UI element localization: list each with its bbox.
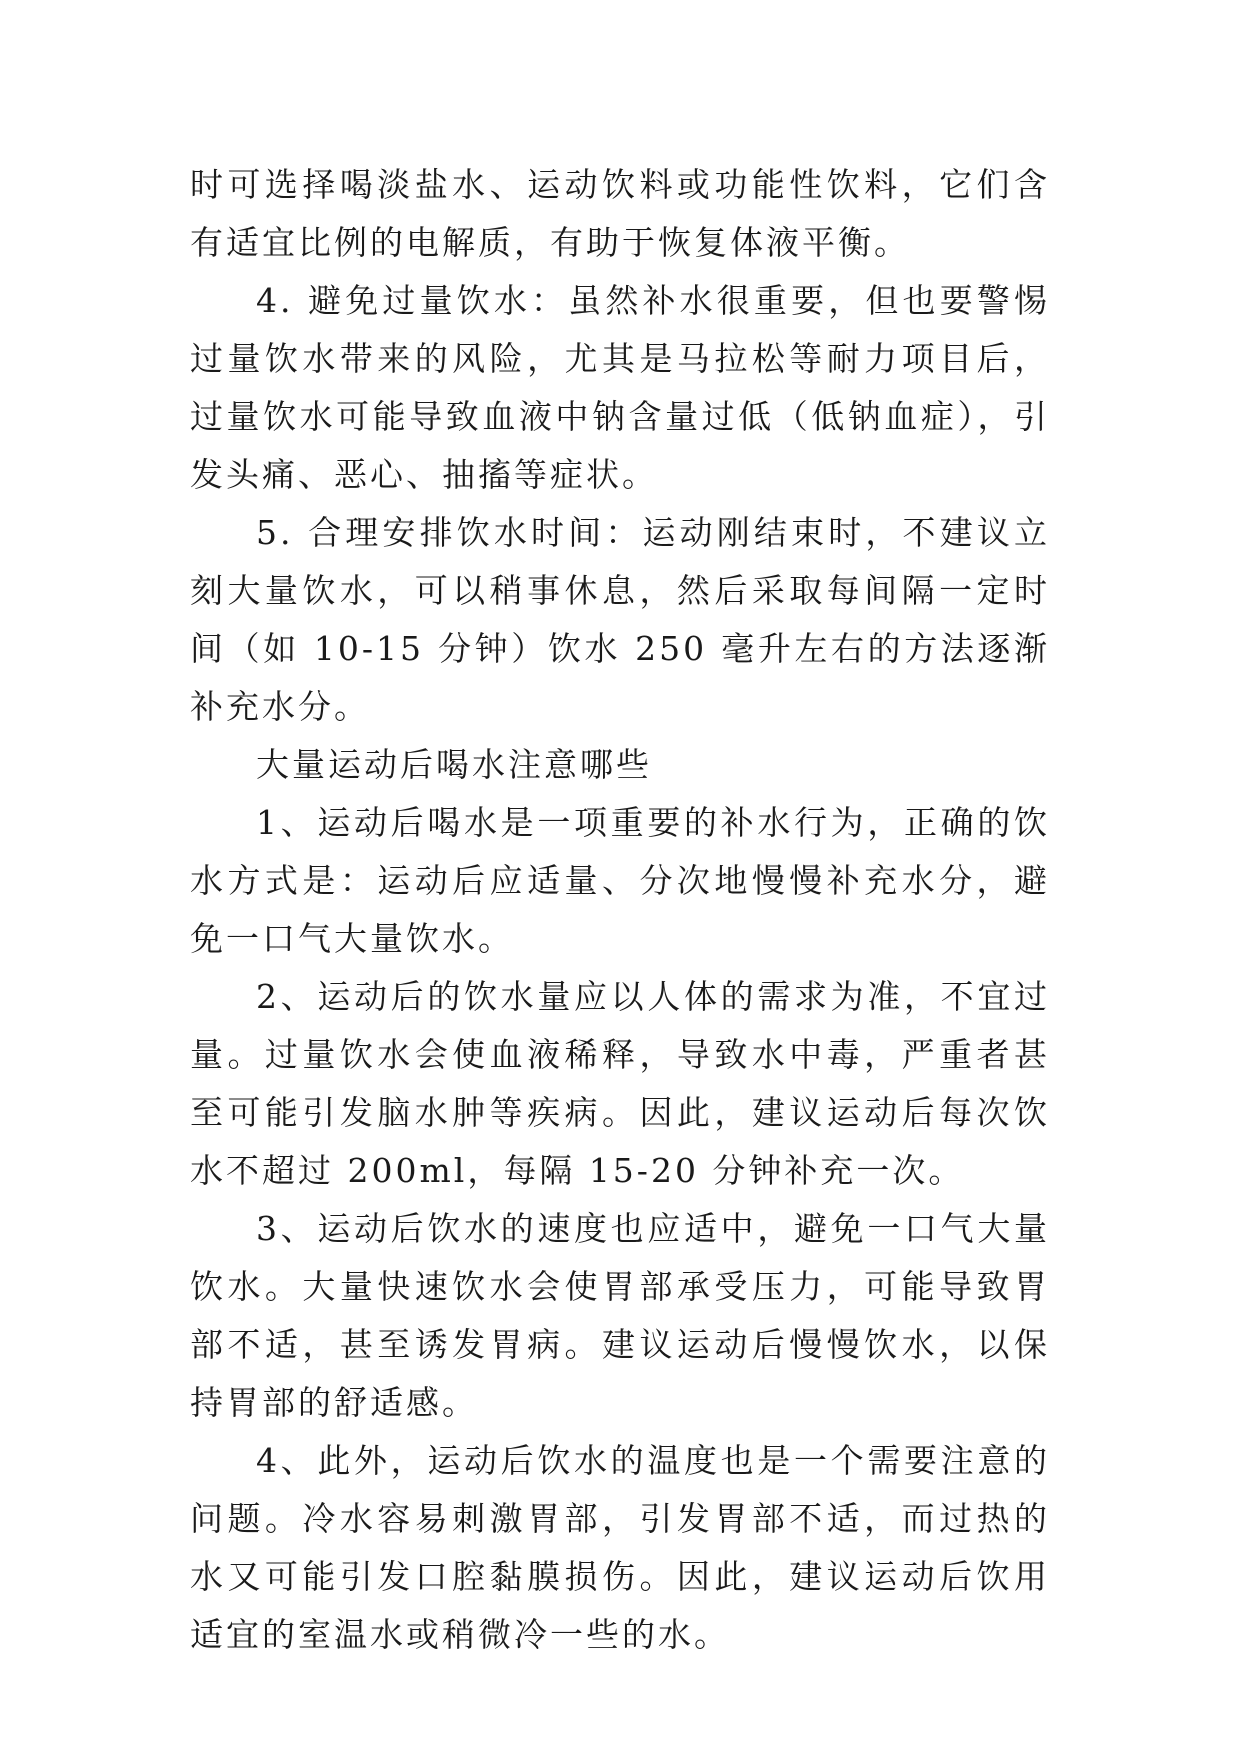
paragraph-point-4: 4、此外，运动后饮水的温度也是一个需要注意的问题。冷水容易刺激胃部，引发胃部不适，而过热的水又可能引发口腔黏膜损伤。因此，建议运动后饮用适宜的室温水或稍微冷一些的水。 <box>190 1441 1050 1654</box>
paragraph-point-1: 1、运动后喝水是一项重要的补水行为，正确的饮水方式是：运动后应适量、分次地慢慢补充水分，避免一口气大量饮水。 <box>190 803 1050 958</box>
paragraph-item-4-avoid-overdrinking: 4. 避免过量饮水：虽然补水很重要，但也要警惕过量饮水带来的风险，尤其是马拉松等耐力项目后，过量饮水可能导致血液中钠含量过低（低钠血症），引发头痛、恶心、抽搐等症状。 <box>190 281 1050 494</box>
paragraph-continuation: 时可选择喝淡盐水、运动饮料或功能性饮料，它们含有适宜比例的电解质，有助于恢复体液平衡。 <box>190 165 1050 262</box>
section-heading: 大量运动后喝水注意哪些 <box>256 745 652 784</box>
document-body <box>190 156 1050 1664</box>
paragraph-item-5-drinking-schedule: 5. 合理安排饮水时间：运动刚结束时，不建议立刻大量饮水，可以稍事休息，然后采取每间隔一定时间（如 10-15 分钟）饮水 250 毫升左右的方法逐渐补充水分。 <box>190 513 1050 726</box>
paragraph-point-3: 3、运动后饮水的速度也应适中，避免一口气大量饮水。大量快速饮水会使胃部承受压力，可能导致胃部不适，甚至诱发胃病。建议运动后慢慢饮水，以保持胃部的舒适感。 <box>190 1209 1050 1422</box>
paragraph-point-2: 2、运动后的饮水量应以人体的需求为准，不宜过量。过量饮水会使血液稀释，导致水中毒，严重者甚至可能引发脑水肿等疾病。因此，建议运动后每次饮水不超过 200ml，每隔 15-20 分钟补充一次。 <box>190 977 1050 1190</box>
